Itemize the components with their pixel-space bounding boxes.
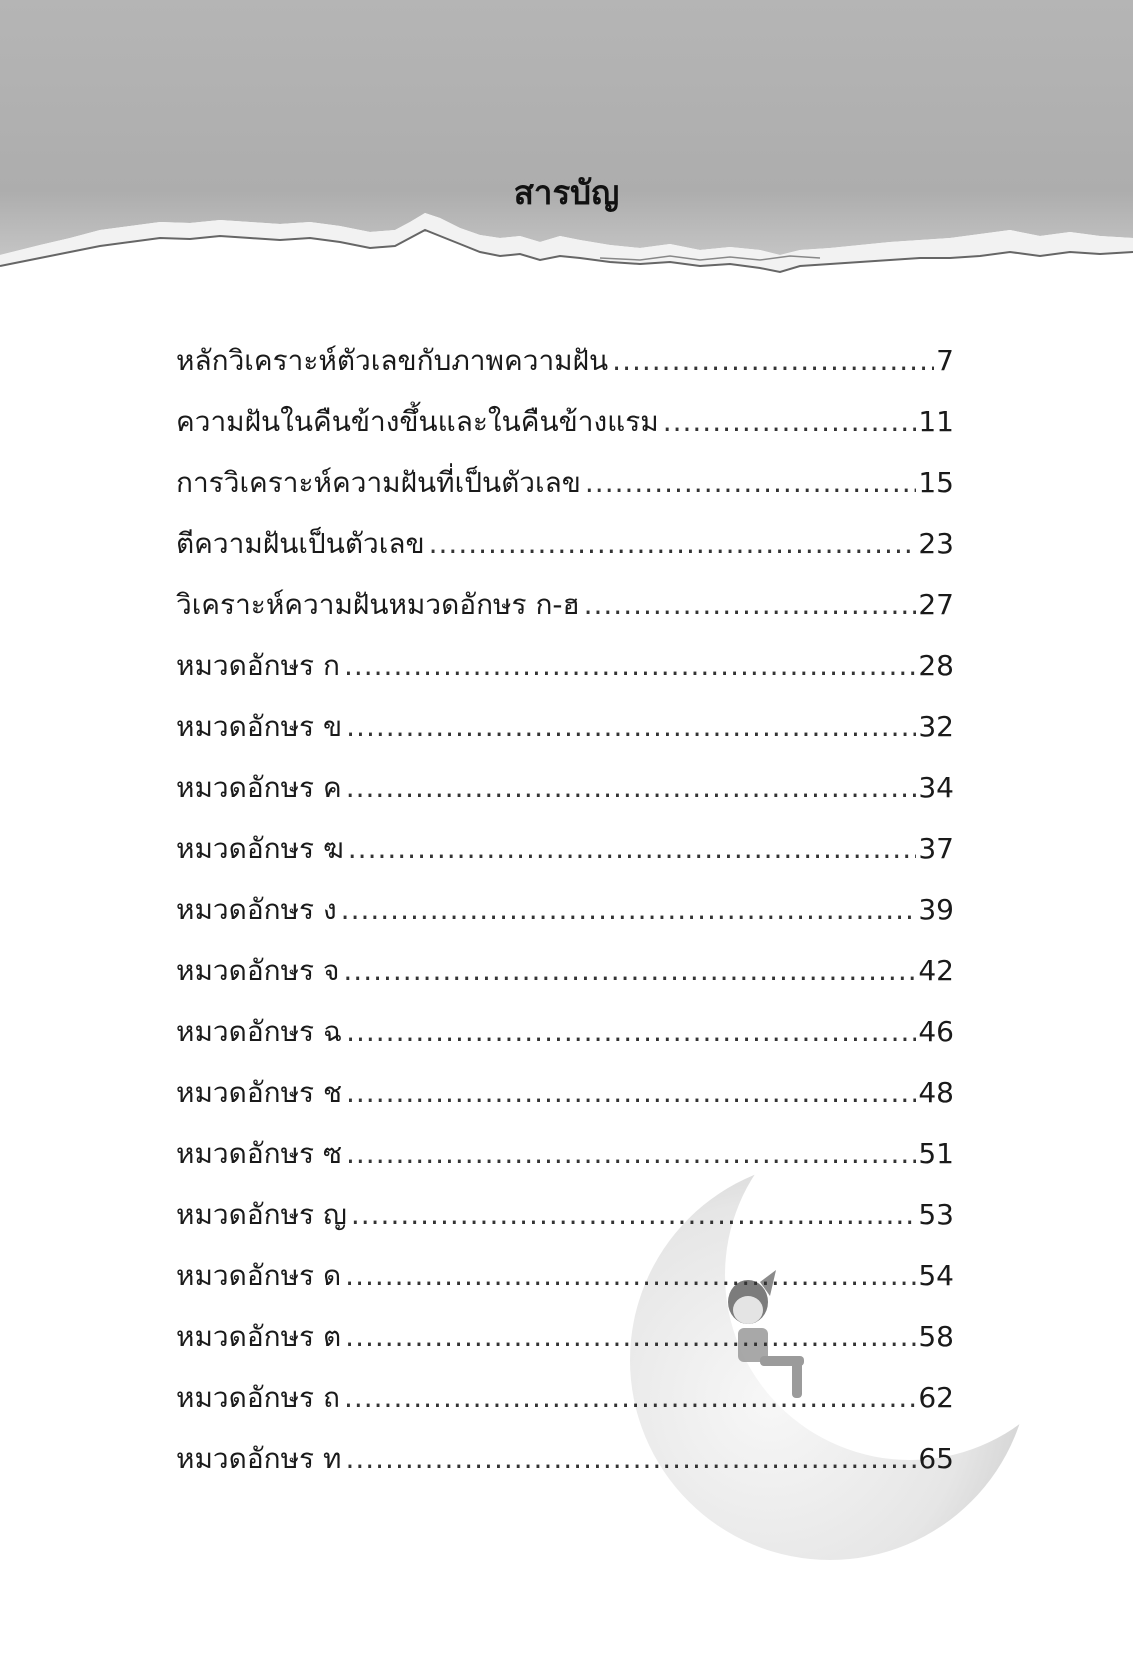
toc-entry-title: หลักวิเคราะห์ตัวเลขกับภาพความฝัน [176,344,609,377]
toc-entry-title: หมวดอักษร จ [176,954,340,987]
toc-entry-title: หมวดอักษร ซ [176,1137,342,1170]
toc-entry[interactable] [176,1123,954,1184]
toc-entry-page-number: 42 [918,954,954,987]
toc-entry[interactable] [176,1184,954,1245]
toc-entry[interactable] [176,1428,954,1489]
toc-leader-dots [346,1123,916,1184]
toc-leader-dots [346,757,917,818]
toc-entry[interactable] [176,513,954,574]
toc-leader-dots [345,1428,916,1489]
toc-entry-title: หมวดอักษร ง [176,893,337,926]
toc-entry-title: หมวดอักษร ฉ [176,1015,343,1048]
toc-leader-dots [341,879,917,940]
header-band [0,0,1133,290]
toc-entry[interactable] [176,391,954,452]
toc-entry-page-number: 46 [918,1015,954,1048]
toc-entry[interactable] [176,696,954,757]
toc-entry-page-number: 62 [918,1381,954,1414]
toc-entry[interactable] [176,1367,954,1428]
toc-entry-title: หมวดอักษร ก [176,649,340,682]
toc-entry[interactable] [176,574,954,635]
toc-entry-page-number: 65 [918,1442,954,1475]
toc-leader-dots [612,330,934,391]
toc-entry-title: หมวดอักษร ด [176,1259,342,1292]
toc-entry-title: หมวดอักษร ญ [176,1198,347,1231]
toc-entry-page-number: 28 [918,649,954,682]
toc-entry-page-number: 27 [918,588,954,621]
toc-leader-dots [346,696,916,757]
toc-entry-title: หมวดอักษร ถ [176,1381,340,1414]
toc-entry-title: ความฝันในคืนข้างขึ้นและในคืนข้างแรม [176,405,659,438]
toc-entry-title: หมวดอักษร ท [176,1442,342,1475]
toc-entry[interactable] [176,1062,954,1123]
toc-entry[interactable] [176,330,954,391]
toc-leader-dots [429,513,917,574]
toc-leader-dots [351,1184,917,1245]
toc-entry[interactable] [176,635,954,696]
toc-entry-page-number: 11 [918,405,954,438]
toc-leader-dots [344,1367,916,1428]
toc-entry-page-number: 54 [918,1259,954,1292]
toc-entry[interactable] [176,1001,954,1062]
toc-entry[interactable] [176,879,954,940]
table-of-contents [176,330,954,1489]
toc-entry-title: หมวดอักษร ค [176,771,342,804]
toc-entry-page-number: 53 [918,1198,954,1231]
toc-entry-title: การวิเคราะห์ความฝันที่เป็นตัวเลข [176,466,581,499]
toc-entry[interactable] [176,1245,954,1306]
toc-entry[interactable] [176,940,954,1001]
toc-entry-page-number: 34 [918,771,954,804]
toc-entry-page-number: 37 [918,832,954,865]
toc-leader-dots [585,452,916,513]
toc-entry[interactable] [176,818,954,879]
toc-entry-title: วิเคราะห์ความฝันหมวดอักษร ก-ฮ [176,588,580,621]
toc-entry-title: หมวดอักษร ช [176,1076,342,1109]
toc-entry-title: หมวดอักษร ข [176,710,343,743]
toc-leader-dots [346,1001,916,1062]
toc-entry[interactable] [176,1306,954,1367]
toc-leader-dots [346,1062,916,1123]
page-title: สารบัญ [513,173,620,212]
toc-leader-dots [584,574,917,635]
toc-entry-page-number: 15 [918,466,954,499]
toc-entry-title: หมวดอักษร ฆ [176,832,344,865]
toc-entry-page-number: 7 [936,344,954,377]
toc-leader-dots [345,1245,916,1306]
toc-leader-dots [348,818,917,879]
toc-leader-dots [663,391,917,452]
toc-entry-page-number: 39 [918,893,954,926]
toc-entry-page-number: 32 [918,710,954,743]
toc-leader-dots [344,635,916,696]
toc-entry-title: หมวดอักษร ต [176,1320,342,1353]
toc-entry-page-number: 58 [918,1320,954,1353]
toc-leader-dots [343,940,916,1001]
toc-entry[interactable] [176,452,954,513]
toc-entry-page-number: 48 [918,1076,954,1109]
toc-entry-page-number: 51 [918,1137,954,1170]
toc-leader-dots [345,1306,916,1367]
toc-entry-page-number: 23 [918,527,954,560]
toc-entry[interactable] [176,757,954,818]
toc-entry-title: ตีความฝันเป็นตัวเลข [176,527,425,560]
